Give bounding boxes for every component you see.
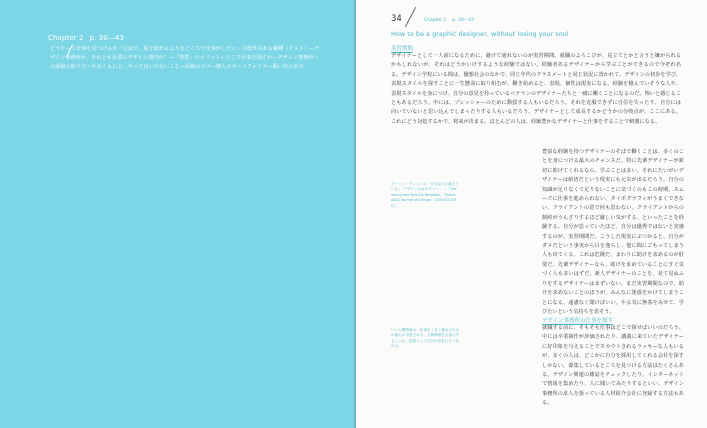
- section-heading: 実習期間: [391, 46, 414, 52]
- running-header-chapter: Chapter 2: [424, 18, 447, 23]
- chapter-pages: p. 30—43: [89, 34, 125, 42]
- running-header-pages: p. 30—43: [452, 18, 474, 23]
- slash-divider: [405, 7, 416, 27]
- book-title: How to be a graphic designer, without losing your soul: [391, 30, 569, 38]
- chapter-description: どうやって仕事を見つけるか「自由で、夏を取れるようなところで仕事がしたい」可能性のある職種（リスト）—デザイン事務所か、それとも企業のデザイン部門か？—「資質」のメリット—どこで仕事を探すか—デザイン事務所への面接の取り方—やみくもにと、やってはいけないこと—面接のコツ—個人のポートフォリオ—願い出の本音: [50, 46, 320, 70]
- body-paragraph: 就職する前に、そもそも仕事はどこで探せばいいのだろう。中には卒業制作が評価されたり、講義に来ていたデザイナーに好印象を与えることでスカウトされるラッキーな人もいるが、多くの人は、どこかに自分を採用してくれる会社を探すしかない。募集しているところを見つける方法はたくさんある。デザイン関連の雑誌をチェックしたり、インターネットで情報を集めたり、人に聞いてみたりするといい。デザイン事務所の求人を扱っている人材紹介会社に登録する方法もある。: [542, 325, 684, 407]
- side-note: いい人間関係は、仕事をうまく進めるための最大の手段である。人間関係を大切にすることが、結果として自分の成長にもつながる。: [391, 328, 460, 349]
- side-note: アーミン・ヴィットの「自分は穴に落ちている」「デザインはカルチャー」…「The Young and Hot Six Realities」（Voice: AIGA Journal of Design・2004年5月6日）: [391, 182, 459, 208]
- chapter-label: [48, 34, 124, 42]
- right-page: [356, 0, 707, 428]
- chapter-label-text: Chapter 2: [48, 34, 84, 42]
- running-header: [424, 18, 474, 23]
- section-heading: デザイン事務所の仕事を探す: [542, 318, 614, 324]
- body-paragraph: デザイナーとして一人前になるために、避けて通れないのが実習期間。就職のよろこびが、見立てとかと言うと嫌がられるかもしれないが、それはどうかいけするような経験ではない。経験者あるデザイナーから学ぶことができるので今ぞれ名る。デザイン学校にいる間は、優想社会のなかで、同じ年代のクラスメートと同じ状況に置かれて、デザインの初歩を学び、表現スタイルを探すことに一生懸命に取り組むが、働き始めると、表現、個性は現実になる。経験を積んでいそうな人や、表現スタイルを身につけ、自分の意見を持っているベテランのデザイナーたちと一緒に働くことになるのだ。怖いと感じることもあるだろう。中には、プレッシャーのために動揺する人もいるだろう。それを克服できずに自信を失ったり、自分には向いていないと思い込んでしまったりする人もいるだろう。デザイナーとして成長するかどうかの分岐点が、ここにある。これにどう対処するかで、将来が決まる。ほとんどの人は、経験豊かなデザイナーと仕事をすることで刺激になる。: [391, 53, 681, 125]
- page-number: 34: [391, 14, 402, 24]
- body-paragraph: 豊富な経験を持つデザイナーのそばで働くことは、多くのことを身につける最大のチャンスだ。特に先輩デザイナーが新切に助けてくれるなら、学ぶことは多い。それにたいがいデザイナーは新切だという現実にも元気が出るだろう。自分の知識が足りなくて足りないことに気づくのもこの時期。スムーズに仕事を進められない、タイポグラフィがうまくできない、クライアントの意で何も思わない。クライアントからの制約がうんざりするほど厳しい気がする、といったことを経験する。自分が思っていたほど、自分は優秀ではないと実感するのが、実習期間だ。こうした現実にぶつかると、自分がダメだという事実から目を逸らし、他に間にごもってしまう人も出てくる。これは危険だ。まわりに助けを求めるのが肝要だ。先輩デザイナーなら、助けを求めていることにすぐ気づく人も多いはずだ。新人デザイナーのことを、見て見ぬふりをするデザイナーはまずいない。まだ実習期間なので、助けを求めないことのほうが、みんなに迷惑をかけてしまうことになる。遠慮なく聞けばいい。やる気に無茶をみせて、学びたいという気持ちを表そう。: [542, 149, 684, 315]
